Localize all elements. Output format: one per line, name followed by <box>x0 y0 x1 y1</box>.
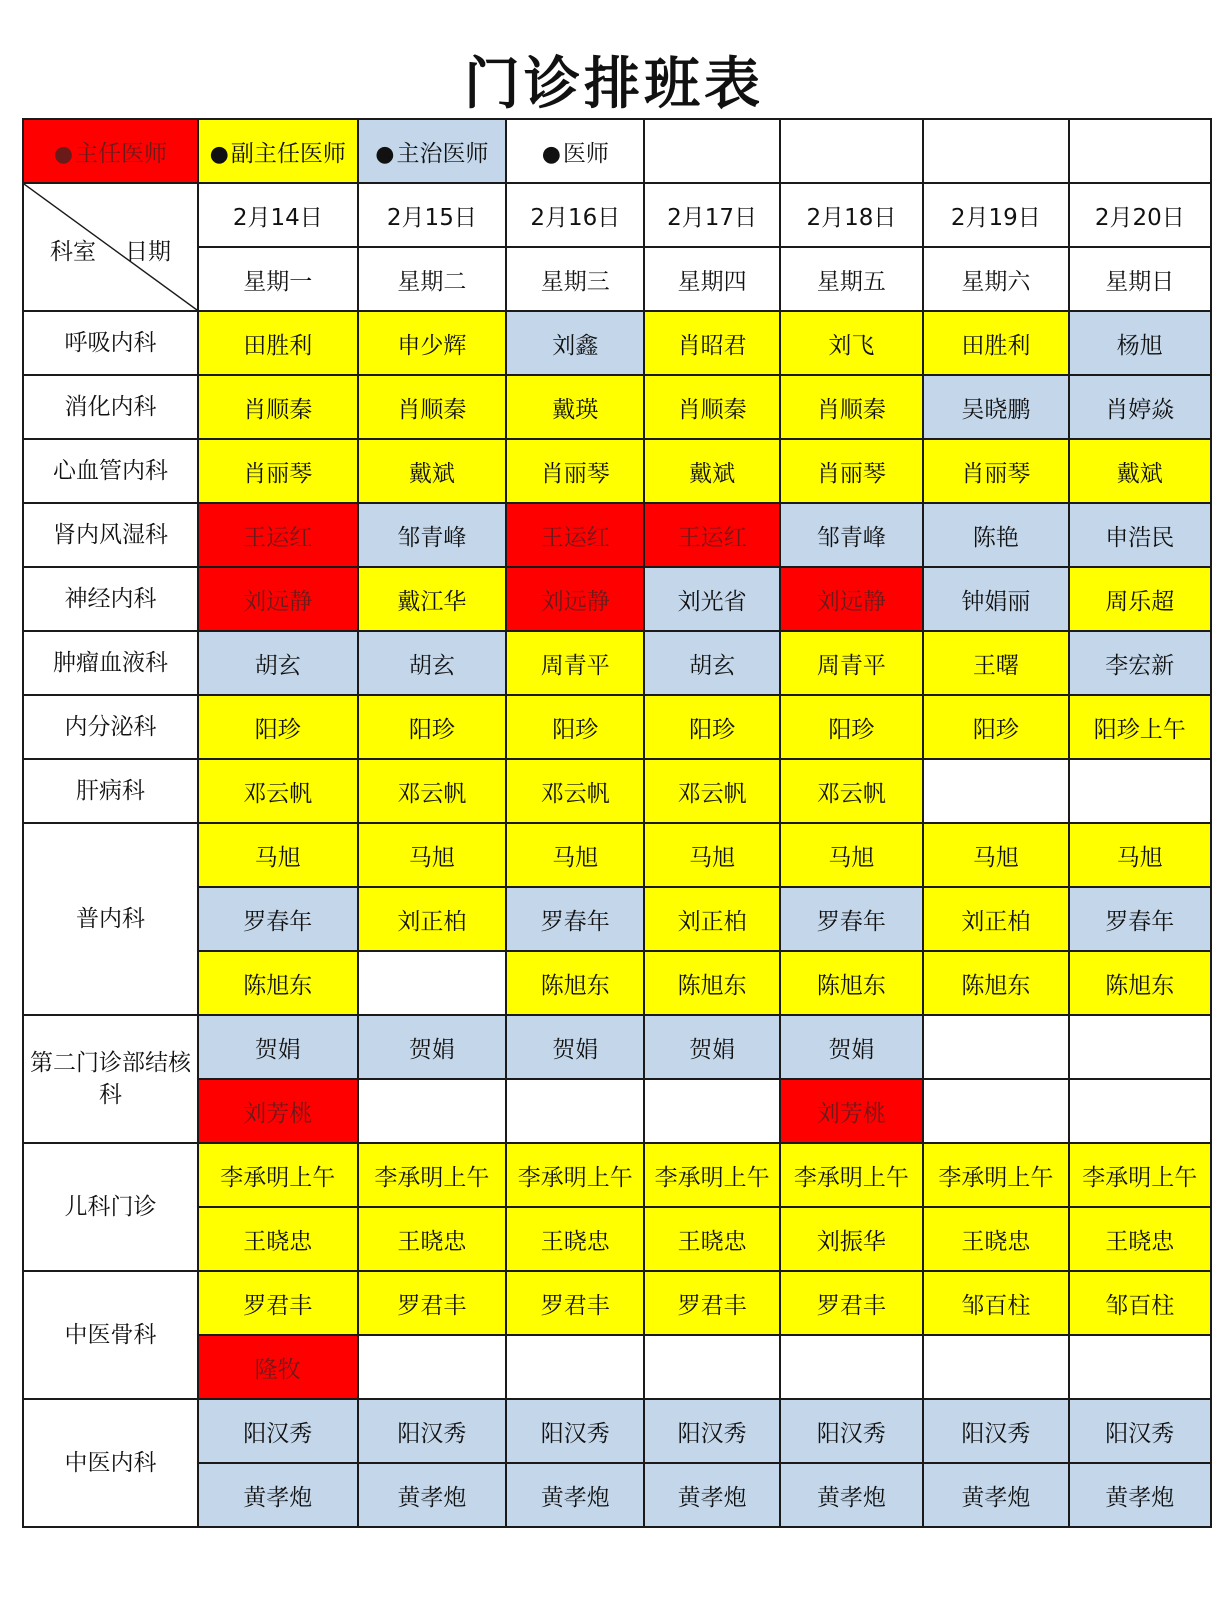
doctor-cell: 刘正柏 <box>923 887 1068 951</box>
doctor-cell: 阳珍 <box>358 695 507 759</box>
doctor-cell: 李承明上午 <box>358 1143 507 1207</box>
legend-empty-cell <box>644 119 779 183</box>
schedule-row <box>23 439 1211 503</box>
doctor-cell: 罗君丰 <box>506 1271 644 1335</box>
doctor-cell: 刘正柏 <box>358 887 507 951</box>
department-name: 中医骨科 <box>23 1271 198 1399</box>
doctor-cell: 贺娟 <box>506 1015 644 1079</box>
doctor-cell: 黄孝炮 <box>358 1463 507 1527</box>
doctor-cell: 邓云帆 <box>780 759 923 823</box>
empty-cell <box>780 1335 923 1399</box>
doctor-cell: 马旭 <box>923 823 1068 887</box>
department-name: 呼吸内科 <box>23 311 198 375</box>
doctor-cell: 马旭 <box>644 823 779 887</box>
doctor-cell: 胡玄 <box>198 631 358 695</box>
doctor-cell: 黄孝炮 <box>198 1463 358 1527</box>
bullet-icon: ● <box>53 141 74 167</box>
doctor-cell: 肖顺秦 <box>198 375 358 439</box>
schedule-row <box>23 1079 1211 1143</box>
schedule-row <box>23 759 1211 823</box>
doctor-cell: 阳汉秀 <box>198 1399 358 1463</box>
doctor-cell: 王晓忠 <box>358 1207 507 1271</box>
schedule-row <box>23 1399 1211 1463</box>
doctor-cell: 阳汉秀 <box>358 1399 507 1463</box>
schedule-row <box>23 311 1211 375</box>
schedule-row <box>23 503 1211 567</box>
doctor-cell: 阳汉秀 <box>780 1399 923 1463</box>
doctor-cell: 肖丽琴 <box>923 439 1068 503</box>
doctor-cell: 贺娟 <box>780 1015 923 1079</box>
weekday-header: 星期二 <box>358 247 507 311</box>
doctor-cell: 王曙 <box>923 631 1068 695</box>
doctor-cell: 胡玄 <box>644 631 779 695</box>
doctor-cell: 陈旭东 <box>923 951 1068 1015</box>
legend-label: 医师 <box>562 140 609 167</box>
doctor-cell: 阳汉秀 <box>1069 1399 1211 1463</box>
doctor-cell: 李宏新 <box>1069 631 1211 695</box>
schedule-row <box>23 695 1211 759</box>
empty-cell <box>644 1079 779 1143</box>
schedule-row <box>23 375 1211 439</box>
doctor-cell: 刘振华 <box>780 1207 923 1271</box>
department-name: 普内科 <box>23 823 198 1015</box>
empty-cell <box>923 1079 1068 1143</box>
doctor-cell: 陈艳 <box>923 503 1068 567</box>
doctor-cell: 刘光省 <box>644 567 779 631</box>
doctor-cell: 李承明上午 <box>1069 1143 1211 1207</box>
doctor-cell: 肖丽琴 <box>198 439 358 503</box>
doctor-cell: 李承明上午 <box>644 1143 779 1207</box>
doctor-cell: 邹青峰 <box>780 503 923 567</box>
date-header: 2月19日 <box>923 183 1068 247</box>
doctor-cell: 刘芳桃 <box>780 1079 923 1143</box>
doctor-cell: 戴斌 <box>358 439 507 503</box>
doctor-cell: 肖婷焱 <box>1069 375 1211 439</box>
doctor-cell: 周乐超 <box>1069 567 1211 631</box>
doctor-cell: 王运红 <box>644 503 779 567</box>
legend-row <box>23 119 1211 183</box>
legend-empty-cell <box>1069 119 1211 183</box>
doctor-cell: 黄孝炮 <box>1069 1463 1211 1527</box>
bullet-icon: ● <box>209 141 229 167</box>
doctor-cell: 王晓忠 <box>506 1207 644 1271</box>
schedule-row <box>23 1335 1211 1399</box>
doctor-cell: 陈旭东 <box>644 951 779 1015</box>
schedule-row <box>23 1463 1211 1527</box>
empty-cell <box>1069 1079 1211 1143</box>
department-name: 肿瘤血液科 <box>23 631 198 695</box>
doctor-cell: 李承明上午 <box>198 1143 358 1207</box>
empty-cell <box>506 1079 644 1143</box>
doctor-cell: 周青平 <box>780 631 923 695</box>
doctor-cell: 戴江华 <box>358 567 507 631</box>
doctor-cell: 杨旭 <box>1069 311 1211 375</box>
doctor-cell: 罗君丰 <box>358 1271 507 1335</box>
department-name: 儿科门诊 <box>23 1143 198 1271</box>
schedule-row <box>23 1143 1211 1207</box>
doctor-cell: 陈旭东 <box>198 951 358 1015</box>
doctor-cell: 李承明上午 <box>506 1143 644 1207</box>
doctor-cell: 王晓忠 <box>644 1207 779 1271</box>
doctor-cell: 刘正柏 <box>644 887 779 951</box>
doctor-cell: 肖丽琴 <box>780 439 923 503</box>
schedule-row <box>23 1271 1211 1335</box>
schedule-row <box>23 567 1211 631</box>
doctor-cell: 邓云帆 <box>644 759 779 823</box>
doctor-cell: 周青平 <box>506 631 644 695</box>
weekday-row <box>23 247 1211 311</box>
doctor-cell: 黄孝炮 <box>644 1463 779 1527</box>
date-header: 2月18日 <box>780 183 923 247</box>
empty-cell <box>506 1335 644 1399</box>
doctor-cell: 阳珍 <box>780 695 923 759</box>
doctor-cell: 罗春年 <box>506 887 644 951</box>
empty-cell <box>644 1335 779 1399</box>
doctor-cell: 邹百柱 <box>923 1271 1068 1335</box>
schedule-row <box>23 887 1211 951</box>
doctor-cell: 马旭 <box>358 823 507 887</box>
doctor-cell: 刘鑫 <box>506 311 644 375</box>
schedule-row <box>23 951 1211 1015</box>
legend-label: 主治医师 <box>396 140 489 167</box>
doctor-cell: 贺娟 <box>198 1015 358 1079</box>
legend-label: 副主任医师 <box>230 140 346 167</box>
doctor-cell: 陈旭东 <box>506 951 644 1015</box>
doctor-cell: 肖顺秦 <box>644 375 779 439</box>
doctor-cell: 黄孝炮 <box>506 1463 644 1527</box>
empty-cell <box>923 1335 1068 1399</box>
doctor-cell: 刘远静 <box>506 567 644 631</box>
doctor-cell: 陈旭东 <box>780 951 923 1015</box>
bullet-icon: ● <box>541 141 561 167</box>
doctor-cell: 王运红 <box>506 503 644 567</box>
legend-associate <box>198 119 358 183</box>
date-header: 2月15日 <box>358 183 507 247</box>
doctor-cell: 王运红 <box>198 503 358 567</box>
doctor-cell: 贺娟 <box>358 1015 507 1079</box>
bullet-icon: ● <box>375 141 395 167</box>
empty-cell <box>923 759 1068 823</box>
doctor-cell: 李承明上午 <box>923 1143 1068 1207</box>
legend-director <box>23 119 198 183</box>
doctor-cell: 王晓忠 <box>198 1207 358 1271</box>
legend-attending <box>358 119 507 183</box>
doctor-cell: 申少辉 <box>358 311 507 375</box>
weekday-header: 星期四 <box>644 247 779 311</box>
doctor-cell: 罗春年 <box>780 887 923 951</box>
schedule-table <box>22 118 1212 1528</box>
weekday-header: 星期六 <box>923 247 1068 311</box>
weekday-header: 星期三 <box>506 247 644 311</box>
empty-cell <box>1069 1015 1211 1079</box>
doctor-cell: 陈旭东 <box>1069 951 1211 1015</box>
doctor-cell: 马旭 <box>506 823 644 887</box>
doctor-cell: 王晓忠 <box>1069 1207 1211 1271</box>
date-header: 2月17日 <box>644 183 779 247</box>
doctor-cell: 黄孝炮 <box>923 1463 1068 1527</box>
schedule-row <box>23 1015 1211 1079</box>
date-header: 2月16日 <box>506 183 644 247</box>
legend-empty-cell <box>780 119 923 183</box>
empty-cell <box>358 1335 507 1399</box>
doctor-cell: 钟娟丽 <box>923 567 1068 631</box>
doctor-cell: 阳汉秀 <box>644 1399 779 1463</box>
schedule-row <box>23 631 1211 695</box>
department-name: 内分泌科 <box>23 695 198 759</box>
doctor-cell: 肖顺秦 <box>780 375 923 439</box>
doctor-cell: 申浩民 <box>1069 503 1211 567</box>
doctor-cell: 邓云帆 <box>358 759 507 823</box>
doctor-cell: 阳珍 <box>506 695 644 759</box>
doctor-cell: 阳珍上午 <box>1069 695 1211 759</box>
legend-resident <box>506 119 644 183</box>
doctor-cell: 阳汉秀 <box>506 1399 644 1463</box>
weekday-header: 星期日 <box>1069 247 1211 311</box>
weekday-header: 星期五 <box>780 247 923 311</box>
empty-cell <box>1069 1335 1211 1399</box>
department-name: 肝病科 <box>23 759 198 823</box>
doctor-cell: 肖丽琴 <box>506 439 644 503</box>
doctor-cell: 马旭 <box>1069 823 1211 887</box>
doctor-cell: 黄孝炮 <box>780 1463 923 1527</box>
doctor-cell: 田胜利 <box>198 311 358 375</box>
empty-cell <box>358 951 507 1015</box>
department-name: 神经内科 <box>23 567 198 631</box>
date-header: 2月14日 <box>198 183 358 247</box>
department-name: 肾内风湿科 <box>23 503 198 567</box>
legend-label: 主任医师 <box>75 140 168 167</box>
corner-date-label: 日期 <box>124 239 171 265</box>
empty-cell <box>1069 759 1211 823</box>
doctor-cell: 戴斌 <box>644 439 779 503</box>
doctor-cell: 罗君丰 <box>198 1271 358 1335</box>
doctor-cell: 贺娟 <box>644 1015 779 1079</box>
doctor-cell: 刘远静 <box>780 567 923 631</box>
doctor-cell: 阳珍 <box>198 695 358 759</box>
date-header: 2月20日 <box>1069 183 1211 247</box>
doctor-cell: 阳珍 <box>923 695 1068 759</box>
schedule-row <box>23 823 1211 887</box>
doctor-cell: 刘远静 <box>198 567 358 631</box>
doctor-cell: 罗君丰 <box>780 1271 923 1335</box>
doctor-cell: 戴瑛 <box>506 375 644 439</box>
doctor-cell: 李承明上午 <box>780 1143 923 1207</box>
doctor-cell: 罗春年 <box>1069 887 1211 951</box>
doctor-cell: 戴斌 <box>1069 439 1211 503</box>
date-row <box>23 183 1211 247</box>
doctor-cell: 邓云帆 <box>506 759 644 823</box>
doctor-cell: 吴晓鹏 <box>923 375 1068 439</box>
doctor-cell: 刘飞 <box>780 311 923 375</box>
legend-empty-cell <box>923 119 1068 183</box>
department-name: 消化内科 <box>23 375 198 439</box>
empty-cell <box>923 1015 1068 1079</box>
doctor-cell: 隆牧 <box>198 1335 358 1399</box>
empty-cell <box>358 1079 507 1143</box>
doctor-cell: 邹百柱 <box>1069 1271 1211 1335</box>
department-name: 心血管内科 <box>23 439 198 503</box>
doctor-cell: 邓云帆 <box>198 759 358 823</box>
doctor-cell: 阳珍 <box>644 695 779 759</box>
doctor-cell: 刘芳桃 <box>198 1079 358 1143</box>
doctor-cell: 肖昭君 <box>644 311 779 375</box>
corner-header <box>23 183 198 311</box>
doctor-cell: 罗君丰 <box>644 1271 779 1335</box>
weekday-header: 星期一 <box>198 247 358 311</box>
department-name: 中医内科 <box>23 1399 198 1527</box>
doctor-cell: 阳汉秀 <box>923 1399 1068 1463</box>
doctor-cell: 王晓忠 <box>923 1207 1068 1271</box>
department-name: 第二门诊部结核科 <box>23 1015 198 1143</box>
doctor-cell: 马旭 <box>780 823 923 887</box>
doctor-cell: 罗春年 <box>198 887 358 951</box>
corner-dept-label: 科室 <box>50 239 96 265</box>
doctor-cell: 田胜利 <box>923 311 1068 375</box>
schedule-row <box>23 1207 1211 1271</box>
doctor-cell: 胡玄 <box>358 631 507 695</box>
doctor-cell: 邹青峰 <box>358 503 507 567</box>
doctor-cell: 肖顺秦 <box>358 375 507 439</box>
page-title: 门诊排班表 <box>464 52 764 117</box>
doctor-cell: 马旭 <box>198 823 358 887</box>
